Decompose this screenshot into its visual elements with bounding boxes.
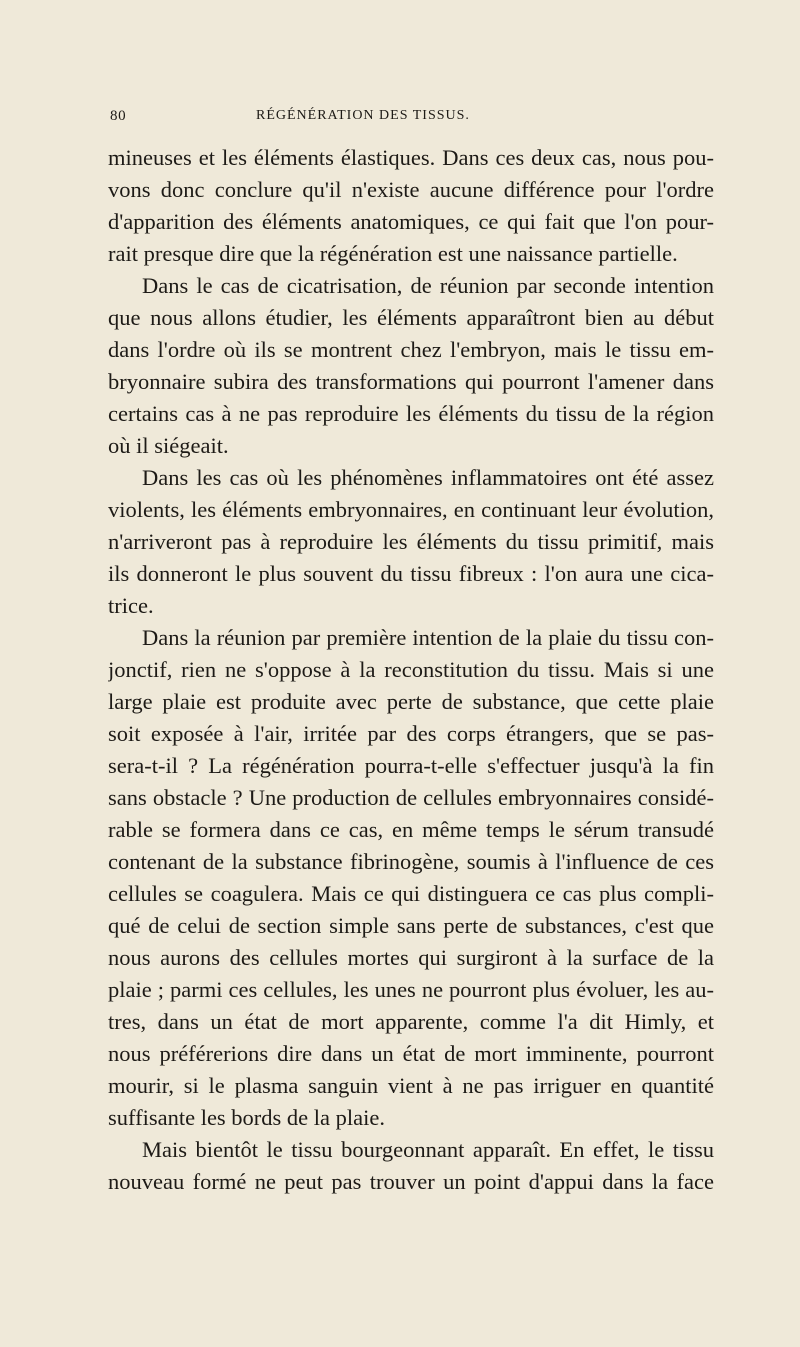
body-text	[108, 142, 714, 1198]
text-line: où il siégeait.	[108, 433, 229, 458]
text-line: certains cas à ne pas reproduire les éléments du tissu de la région	[108, 401, 714, 426]
text-line: bryonnaire subira des transformations qui pourront l'amener dans	[108, 369, 714, 394]
text-line: violents, les éléments embryonnaires, en continuant leur évolution,	[108, 497, 714, 522]
text-line: Mais bientôt le tissu bourgeonnant apparaît. En effet, le tissu	[142, 1137, 714, 1162]
text-line: contenant de la substance fibrinogène, soumis à l'influence de ces	[108, 849, 714, 874]
text-line: Dans la réunion par première intention de la plaie du tissu con-	[142, 625, 714, 650]
text-line: nous préférerions dire dans un état de mort imminente, pourront	[108, 1041, 714, 1066]
text-line: n'arriveront pas à reproduire les éléments du tissu primitif, mais	[108, 529, 714, 554]
running-head	[110, 108, 715, 132]
text-line: Dans les cas où les phénomènes inflammatoires ont été assez	[142, 465, 714, 490]
text-line: mourir, si le plasma sanguin vient à ne pas irriguer en quantité	[108, 1073, 714, 1098]
text-line: trice.	[108, 593, 154, 618]
text-line: cellules se coagulera. Mais ce qui distinguera ce cas plus compli-	[108, 881, 714, 906]
text-line: rait presque dire que la régénération est une naissance partielle.	[108, 241, 678, 266]
running-title: RÉGÉNÉRATION DES TISSUS.	[256, 108, 470, 123]
text-line: large plaie est produite avec perte de substance, que cette plaie	[108, 689, 714, 714]
text-line: soit exposée à l'air, irritée par des corps étrangers, que se pas-	[108, 721, 714, 746]
text-line: sans obstacle ? Une production de cellules embryonnaires considé-	[108, 785, 714, 810]
text-line: qué de celui de section simple sans perte de substances, c'est que	[108, 913, 714, 938]
text-line: nous aurons des cellules mortes qui surgiront à la surface de la	[108, 945, 714, 970]
text-line: Dans le cas de cicatrisation, de réunion par seconde intention	[142, 273, 714, 298]
text-line: rable se formera dans ce cas, en même temps le sérum transudé	[108, 817, 714, 842]
text-line: nouveau formé ne peut pas trouver un point d'appui dans la face	[108, 1169, 714, 1194]
text-line: jonctif, rien ne s'oppose à la reconstitution du tissu. Mais si une	[108, 657, 714, 682]
text-line: sera-t-il ? La régénération pourra-t-elle s'effectuer jusqu'à la fin	[108, 753, 714, 778]
text-line: suffisante les bords de la plaie.	[108, 1105, 386, 1130]
text-line: dans l'ordre où ils se montrent chez l'embryon, mais le tissu em-	[108, 337, 714, 362]
page-number: 80	[110, 108, 127, 124]
text-line: plaie ; parmi ces cellules, les unes ne pourront plus évoluer, les au-	[108, 977, 714, 1002]
text-line: tres, dans un état de mort apparente, comme l'a dit Himly, et	[108, 1009, 714, 1034]
text-line: ils donneront le plus souvent du tissu fibreux : l'on aura une cica-	[108, 561, 714, 586]
text-line: vons donc conclure qu'il n'existe aucune différence pour l'ordre	[108, 177, 714, 202]
text-line: mineuses et les éléments élastiques. Dans ces deux cas, nous pou-	[108, 145, 714, 170]
text-line: que nous allons étudier, les éléments apparaîtront bien au début	[108, 305, 714, 330]
text-line: d'apparition des éléments anatomiques, ce qui fait que l'on pour-	[108, 209, 714, 234]
